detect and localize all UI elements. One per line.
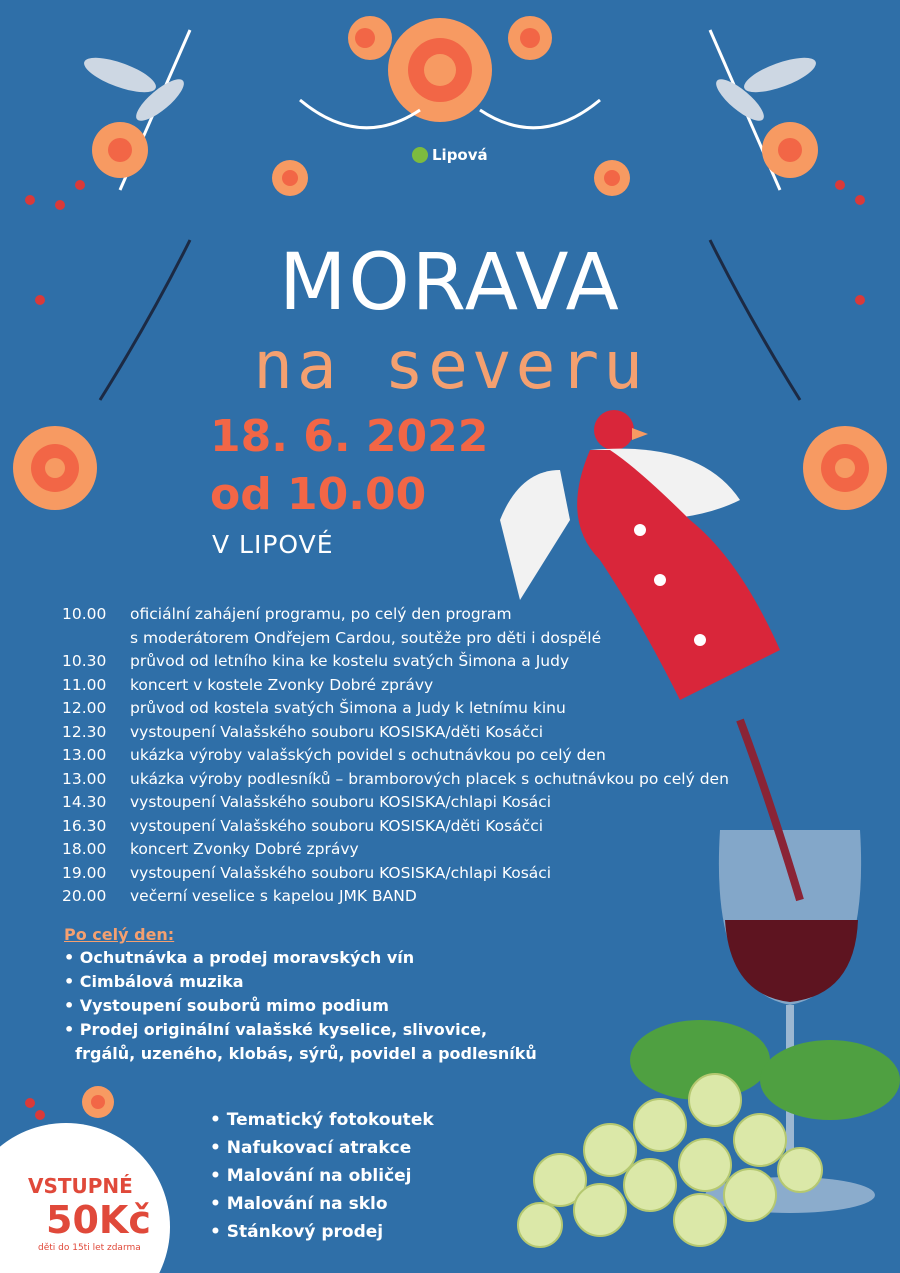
allday-item: • Ochutnávka a prodej moravských vín	[64, 948, 415, 967]
schedule-time: 18.00	[62, 840, 107, 858]
leaf-spray-top-right	[710, 30, 820, 190]
leaf-spray-top-left	[80, 30, 190, 190]
schedule-time: 10.30	[62, 652, 107, 670]
schedule-time: 12.00	[62, 699, 107, 717]
schedule-text: vystoupení Valašského souboru KOSISKA/chlapi Kosáci	[130, 793, 552, 811]
allday-item: • Cimbálová muzika	[64, 972, 244, 991]
event-title: MORAVA	[279, 238, 621, 328]
admission-note: děti do 15ti let zdarma	[38, 1243, 141, 1253]
schedule-time: 12.30	[62, 722, 107, 741]
allday-list	[64, 946, 537, 1066]
extras-list	[210, 1106, 434, 1246]
schedule-time: 13.00	[62, 769, 107, 788]
admission-label: VSTUPNÉ	[28, 1174, 133, 1198]
schedule-row	[62, 791, 729, 815]
extra-item: • Nafukovací atrakce	[210, 1138, 412, 1158]
schedule-list	[62, 603, 729, 909]
schedule-text: průvod od letního kina ke kostelu svatých Šimona a Judy	[130, 652, 570, 670]
schedule-text: vystoupení Valašského souboru KOSISKA/děti Kosáčci	[130, 722, 544, 741]
allday-item: • Prodej originální valašské kyselice, slivovice,	[64, 1020, 488, 1039]
allday-item: frgálů, uzeného, klobás, sýrů, povidel a podlesníků	[64, 1044, 537, 1063]
schedule-time: 10.00	[62, 605, 107, 623]
schedule-row	[62, 627, 729, 651]
event-time: od 10.00	[210, 469, 427, 520]
extra-item: • Malování na sklo	[210, 1194, 388, 1214]
schedule-text: vystoupení Valašského souboru KOSISKA/chlapi Kosáci	[130, 863, 552, 882]
schedule-row	[62, 674, 729, 698]
logo-text: Lipová	[432, 146, 488, 164]
schedule-time: 14.30	[62, 793, 107, 811]
schedule-text: ukázka výroby podlesníků – bramborových placek s ochutnávkou po celý den	[130, 769, 729, 788]
lipova-logo	[412, 146, 488, 164]
extra-item: • Tematický fotokoutek	[210, 1110, 434, 1130]
schedule-time: 19.00	[62, 863, 107, 882]
schedule-row	[62, 721, 729, 745]
schedule-row	[62, 838, 729, 862]
schedule-text: s moderátorem Ondřejem Cardou, soutěže pro děti i dospělé	[130, 628, 602, 647]
grapes	[518, 1020, 900, 1247]
schedule-row	[62, 744, 729, 768]
flower-top-center	[348, 16, 552, 122]
flower-small-left	[272, 160, 308, 196]
schedule-row	[62, 603, 729, 627]
event-date: 18. 6. 2022	[210, 411, 489, 462]
allday-item: • Vystoupení souborů mimo podium	[64, 996, 389, 1015]
wine-glass	[705, 720, 875, 1213]
extra-item: • Stánkový prodej	[210, 1222, 384, 1242]
allday-heading: Po celý den:	[64, 925, 175, 944]
schedule-row	[62, 862, 729, 886]
schedule-time: 13.00	[62, 746, 107, 764]
schedule-row	[62, 697, 729, 721]
flower-bottom-left	[82, 1086, 114, 1118]
schedule-text: vystoupení Valašského souboru KOSISKA/děti Kosáčci	[130, 816, 544, 835]
schedule-text: koncert Zvonky Dobré zprávy	[130, 840, 359, 858]
schedule-row	[62, 650, 729, 674]
schedule-time: 16.30	[62, 816, 107, 835]
schedule-time: 11.00	[62, 675, 107, 694]
event-subtitle: na severu	[253, 327, 647, 404]
flower-right	[803, 426, 887, 510]
schedule-row	[62, 768, 729, 792]
event-place: V LIPOVÉ	[212, 530, 334, 559]
schedule-text: oficiální zahájení programu, po celý den program	[130, 605, 512, 623]
schedule-text: průvod od kostela svatých Šimona a Judy k letnímu kinu	[130, 699, 566, 717]
schedule-row	[62, 815, 729, 839]
schedule-row	[62, 885, 729, 909]
logo-icon	[412, 147, 428, 163]
schedule-time	[62, 627, 130, 651]
flower-small-right	[594, 160, 630, 196]
extra-item: • Malování na obličej	[210, 1166, 412, 1186]
admission-price: 50Kč	[46, 1198, 151, 1242]
schedule-text: koncert v kostele Zvonky Dobré zprávy	[130, 675, 434, 694]
schedule-text: ukázka výroby valašských povidel s ochutnávkou po celý den	[130, 746, 606, 764]
schedule-text: večerní veselice s kapelou JMK BAND	[130, 887, 417, 905]
schedule-time: 20.00	[62, 887, 107, 905]
flower-left	[13, 426, 97, 510]
